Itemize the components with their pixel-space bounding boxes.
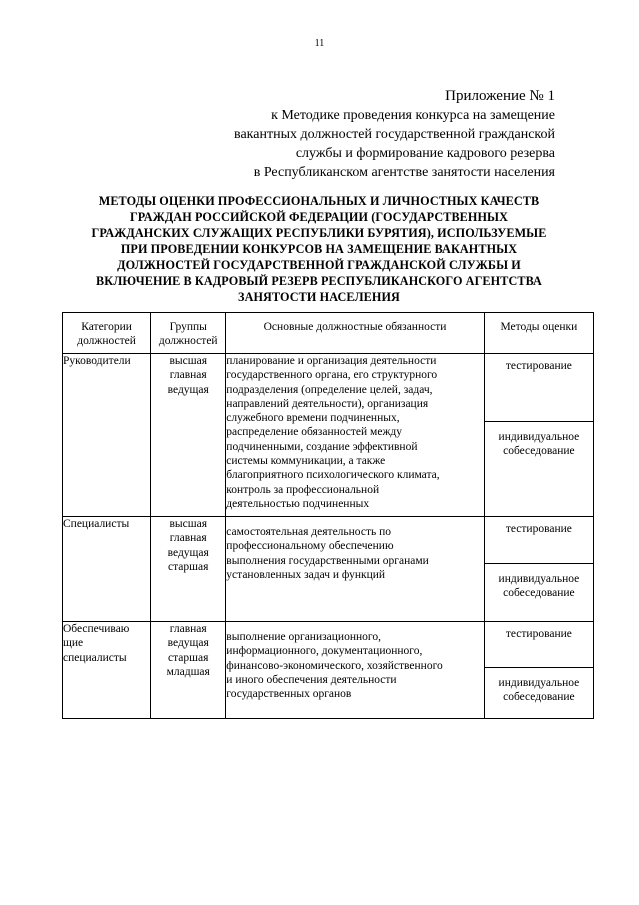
category-cell: Специалисты (63, 517, 151, 622)
title-line: ГРАЖДАНСКИХ СЛУЖАЩИХ РЕСПУБЛИКИ БУРЯТИЯ), ИСПОЛЬЗУЕМЫЕ (91, 226, 547, 240)
table-row (63, 354, 594, 517)
title-line: ВКЛЮЧЕНИЕ В КАДРОВЫЙ РЕЗЕРВ РЕСПУБЛИКАНСКОГО АГЕНТСТВА (96, 274, 542, 288)
table-header-row (63, 313, 594, 354)
table-row (63, 622, 594, 719)
appendix-line: Приложение № 1 (445, 88, 555, 104)
duties-cell: самостоятельная деятельность по профессиональному обеспечению выполнения государственными органами установленных задач и функций (226, 517, 484, 622)
groups-cell: главная ведущая старшая младшая (151, 622, 226, 719)
groups-cell: высшая главная ведущая (151, 354, 226, 517)
title-line: ГРАЖДАН РОССИЙСКОЙ ФЕДЕРАЦИИ (ГОСУДАРСТВЕННЫХ (129, 210, 509, 224)
duties-cell: планирование и организация деятельности государственного органа, его структурного подразделения (определение целей, задач, направлений деятельности), организация служебного времени подчиненных, распределение обязанностей между подчиненными, создание эффективной системы коммуникации, а также благоприятного психологического климата, контроль за профессиональной деятельностью подчиненных (226, 354, 484, 517)
category-cell: Руководители (63, 354, 151, 517)
assessment-methods-table (62, 312, 594, 719)
header-category: Категории должностей (63, 313, 151, 354)
title-line: ЗАНЯТОСТИ НАСЕЛЕНИЯ (238, 290, 400, 304)
methods-cell (484, 517, 593, 622)
title-line: ПРИ ПРОВЕДЕНИИ КОНКУРСОВ НА ЗАМЕЩЕНИЕ ВАКАНТНЫХ (120, 242, 518, 256)
document-title (58, 193, 580, 305)
method-testing: тестирование (485, 517, 593, 564)
method-testing: тестирование (485, 354, 593, 422)
title-line: ДОЛЖНОСТЕЙ ГОСУДАРСТВЕННОЙ ГРАЖДАНСКОЙ СЛУЖБЫ И (117, 258, 521, 272)
appendix-line: вакантных должностей государственной гражданской (234, 127, 555, 142)
method-interview: индивидуальное собеседование (498, 431, 580, 458)
duties-cell: выполнение организационного, информационного, документационного, финансово-экономического, хозяйственного и иного обеспечения деятельности государственных органов (226, 622, 484, 719)
method-testing: тестирование (485, 622, 593, 668)
category-cell: Обеспечиваю щие специалисты (63, 622, 151, 719)
appendix-line: в Республиканском агентстве занятости населения (253, 165, 555, 180)
header-duties: Основные должностные обязанности (226, 313, 484, 354)
appendix-line: к Методике проведения конкурса на замещение (271, 108, 555, 123)
header-methods: Методы оценки (484, 313, 593, 354)
header-groups: Группы должностей (151, 313, 226, 354)
page-number: 11 (314, 38, 325, 49)
appendix-heading (234, 87, 555, 182)
appendix-line: службы и формирование кадрового резерва (295, 146, 555, 161)
methods-cell (484, 354, 593, 517)
groups-cell: высшая главная ведущая старшая (151, 517, 226, 622)
methods-cell (484, 622, 593, 719)
title-line: МЕТОДЫ ОЦЕНКИ ПРОФЕССИОНАЛЬНЫХ И ЛИЧНОСТНЫХ КАЧЕСТВ (98, 194, 540, 208)
method-interview: индивидуальное собеседование (498, 573, 580, 600)
method-interview: индивидуальное собеседование (498, 677, 580, 704)
table-row (63, 517, 594, 622)
